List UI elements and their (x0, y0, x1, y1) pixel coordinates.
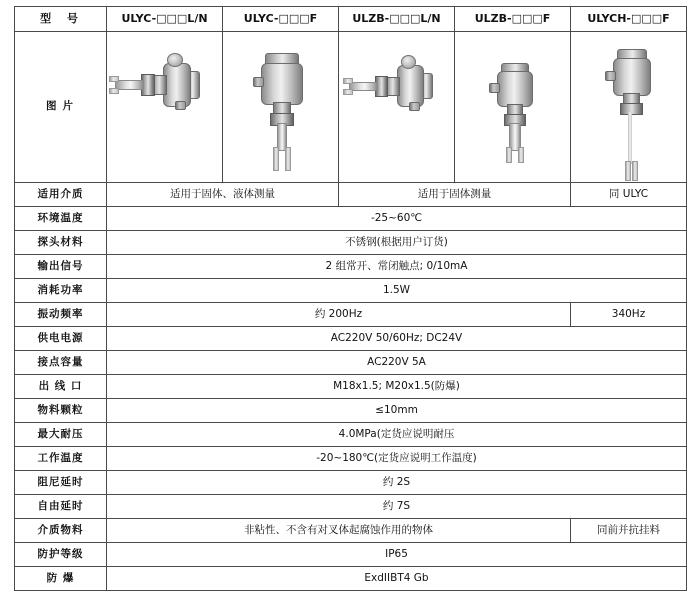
row-label: 供电电源 (15, 327, 107, 351)
row-value: 约 2S (107, 471, 687, 495)
row-explosion-proof (15, 567, 687, 591)
model-ulzb-ln: ULZB-□□□L/N (339, 7, 455, 32)
row-working-temperature (15, 447, 687, 471)
ulych-f-probe (571, 33, 686, 181)
row-label: 最大耐压 (15, 423, 107, 447)
row-particle-size (15, 399, 687, 423)
row-power-consumption (15, 279, 687, 303)
row-value: 2 组常开、常闭触点; 0/10mA (107, 255, 687, 279)
row-value: 4.0MPa(定货应说明耐压 (107, 423, 687, 447)
model-ulyc-ln: ULYC-□□□L/N (107, 7, 223, 32)
row-cable-entry (15, 375, 687, 399)
table-header-row (15, 7, 687, 32)
model-ulych-f: ULYCH-□□□F (571, 7, 687, 32)
row-value: AC220V 5A (107, 351, 687, 375)
row-value: AC220V 50/60Hz; DC24V (107, 327, 687, 351)
row-label: 适用介质 (15, 183, 107, 207)
row-label: 防 爆 (15, 567, 107, 591)
row-probe-material (15, 231, 687, 255)
row-value: 约 200Hz (107, 303, 571, 327)
image-cell-ulzb-f (455, 32, 571, 183)
row-value: 约 7S (107, 495, 687, 519)
model-ulyc-f: ULYC-□□□F (223, 7, 339, 32)
row-value: 1.5W (107, 279, 687, 303)
ulyc-f-probe (223, 33, 338, 181)
row-vibration-frequency (15, 303, 687, 327)
row-output-signal (15, 255, 687, 279)
row-label: 介质物料 (15, 519, 107, 543)
row-value: IP65 (107, 543, 687, 567)
row-label: 振动频率 (15, 303, 107, 327)
image-cell-ulyc-ln (107, 32, 223, 183)
row-medium-material (15, 519, 687, 543)
ulzb-ln-probe (339, 33, 454, 181)
row-label: 探头材料 (15, 231, 107, 255)
row-value: 340Hz (571, 303, 687, 327)
image-cell-ulych-f (571, 32, 687, 183)
row-label: 输出信号 (15, 255, 107, 279)
row-max-pressure (15, 423, 687, 447)
image-cell-ulzb-ln (339, 32, 455, 183)
row-value: 同 ULYC (571, 183, 687, 207)
row-label: 阻尼延时 (15, 471, 107, 495)
row-power-supply (15, 327, 687, 351)
row-label: 消耗功率 (15, 279, 107, 303)
row-label: 物料颗粒 (15, 399, 107, 423)
row-value: -20~180℃(定货应说明工作温度) (107, 447, 687, 471)
row-label: 接点容量 (15, 351, 107, 375)
row-medium (15, 183, 687, 207)
ulzb-f-probe (455, 33, 570, 181)
specification-table (14, 6, 687, 591)
row-free-delay (15, 495, 687, 519)
row-protection-class (15, 543, 687, 567)
row-label: 工作温度 (15, 447, 107, 471)
ulyc-ln-probe (107, 33, 222, 181)
row-value: -25~60℃ (107, 207, 687, 231)
row-damping-delay (15, 471, 687, 495)
header-label-model: 型 号 (15, 7, 107, 32)
row-value: 适用于固体、液体测量 (107, 183, 339, 207)
row-value: 同前并抗挂料 (571, 519, 687, 543)
row-value: M18x1.5; M20x1.5(防爆) (107, 375, 687, 399)
row-label: 环境温度 (15, 207, 107, 231)
row-contact-capacity (15, 351, 687, 375)
row-value: ExdIIBT4 Gb (107, 567, 687, 591)
row-label: 防护等级 (15, 543, 107, 567)
row-label: 出 线 口 (15, 375, 107, 399)
row-label-image: 图片 (15, 32, 107, 183)
row-ambient-temperature (15, 207, 687, 231)
row-value: 不锈钢(根据用户订货) (107, 231, 687, 255)
row-value: 适用于固体测量 (339, 183, 571, 207)
image-cell-ulyc-f (223, 32, 339, 183)
row-label: 自由延时 (15, 495, 107, 519)
model-ulzb-f: ULZB-□□□F (455, 7, 571, 32)
table-image-row (15, 32, 687, 183)
row-value: ≤10mm (107, 399, 687, 423)
row-value: 非粘性、不含有对叉体起腐蚀作用的物体 (107, 519, 571, 543)
